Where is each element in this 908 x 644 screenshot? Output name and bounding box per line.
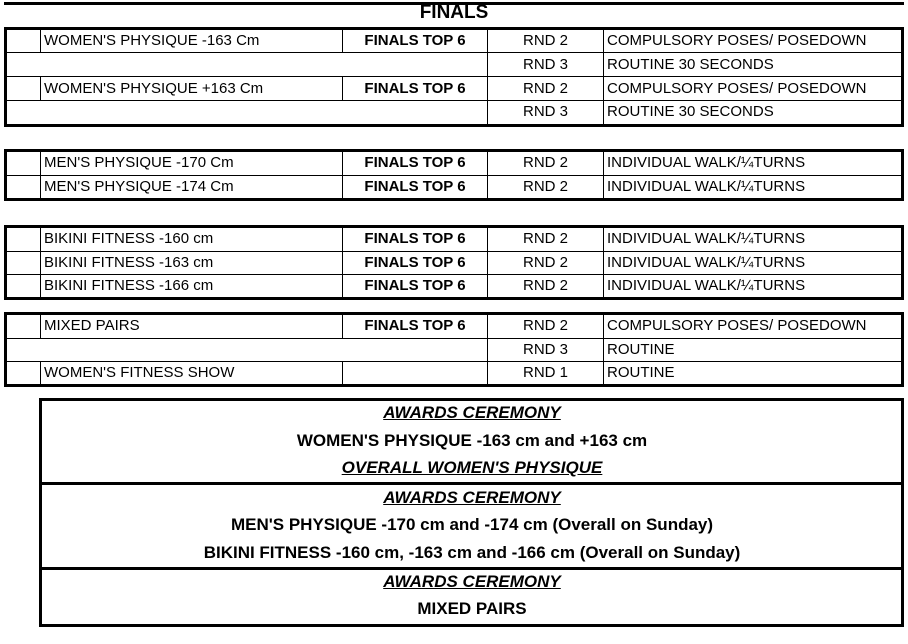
awards-heading: AWARDS CEREMONY <box>383 572 561 591</box>
table-cell-category: BIKINI FITNESS -160 cm <box>44 230 214 247</box>
table-cell-category: BIKINI FITNESS -163 cm <box>44 254 214 271</box>
table-cell-round: RND 2 <box>522 32 568 49</box>
table-cell-stage: FINALS TOP 6 <box>364 32 466 49</box>
table-cell-round: RND 3 <box>522 103 568 120</box>
awards-line: BIKINI FITNESS -160 cm, -163 cm and -166 cm (Overall on Sunday) <box>203 543 741 562</box>
table-cell-round: RND 3 <box>522 56 568 73</box>
table-cell-category: MEN'S PHYSIQUE -170 Cm <box>44 154 234 171</box>
table-cell-description: ROUTINE <box>607 364 675 381</box>
table-cell-round: RND 2 <box>522 178 568 195</box>
table-cell-stage: FINALS TOP 6 <box>364 230 466 247</box>
table-cell-stage: FINALS TOP 6 <box>364 178 466 195</box>
table-cell-stage: FINALS TOP 6 <box>364 154 466 171</box>
table-cell-round: RND 2 <box>522 154 568 171</box>
table-cell-stage: FINALS TOP 6 <box>364 254 466 271</box>
table-cell-description: COMPULSORY POSES/ POSEDOWN <box>607 32 867 49</box>
table-cell-description: INDIVIDUAL WALK/¼TURNS <box>607 254 806 271</box>
table-cell-description: ROUTINE 30 SECONDS <box>607 103 774 120</box>
table-cell-round: RND 2 <box>522 254 568 271</box>
awards-footer: OVERALL WOMEN'S PHYSIQUE <box>341 458 603 477</box>
table-cell-stage: FINALS TOP 6 <box>364 80 466 97</box>
table-cell-description: ROUTINE <box>607 341 675 358</box>
table-cell-category: WOMEN'S PHYSIQUE -163 Cm <box>44 32 260 49</box>
table-cell-category: BIKINI FITNESS -166 cm <box>44 277 214 294</box>
table-cell-round: RND 3 <box>522 341 568 358</box>
table-cell-description: INDIVIDUAL WALK/¼TURNS <box>607 230 806 247</box>
table-cell-category: MEN'S PHYSIQUE -174 Cm <box>44 178 234 195</box>
table-cell-description: COMPULSORY POSES/ POSEDOWN <box>607 80 867 97</box>
page-title: FINALS <box>419 2 489 23</box>
table-cell-category: WOMEN'S FITNESS SHOW <box>44 364 235 381</box>
table-cell-description: INDIVIDUAL WALK/¼TURNS <box>607 277 806 294</box>
table-cell-description: ROUTINE 30 SECONDS <box>607 56 774 73</box>
table-cell-round: RND 1 <box>522 364 568 381</box>
table-cell-round: RND 2 <box>522 277 568 294</box>
awards-line: MIXED PAIRS <box>417 599 527 618</box>
table-cell-round: RND 2 <box>522 80 568 97</box>
table-cell-description: COMPULSORY POSES/ POSEDOWN <box>607 317 867 334</box>
table-cell-round: RND 2 <box>522 317 568 334</box>
awards-line: WOMEN'S PHYSIQUE -163 cm and +163 cm <box>296 431 648 450</box>
table-cell-category: WOMEN'S PHYSIQUE +163 Cm <box>44 80 264 97</box>
table-cell-category: MIXED PAIRS <box>44 317 140 334</box>
awards-heading: AWARDS CEREMONY <box>383 488 561 507</box>
table-cell-description: INDIVIDUAL WALK/¼TURNS <box>607 178 806 195</box>
table-cell-stage: FINALS TOP 6 <box>364 317 466 334</box>
awards-line: MEN'S PHYSIQUE -170 cm and -174 cm (Overall on Sunday) <box>230 515 714 534</box>
table-cell-description: INDIVIDUAL WALK/¼TURNS <box>607 154 806 171</box>
awards-heading: AWARDS CEREMONY <box>383 403 561 422</box>
table-cell-round: RND 2 <box>522 230 568 247</box>
table-cell-stage: FINALS TOP 6 <box>364 277 466 294</box>
